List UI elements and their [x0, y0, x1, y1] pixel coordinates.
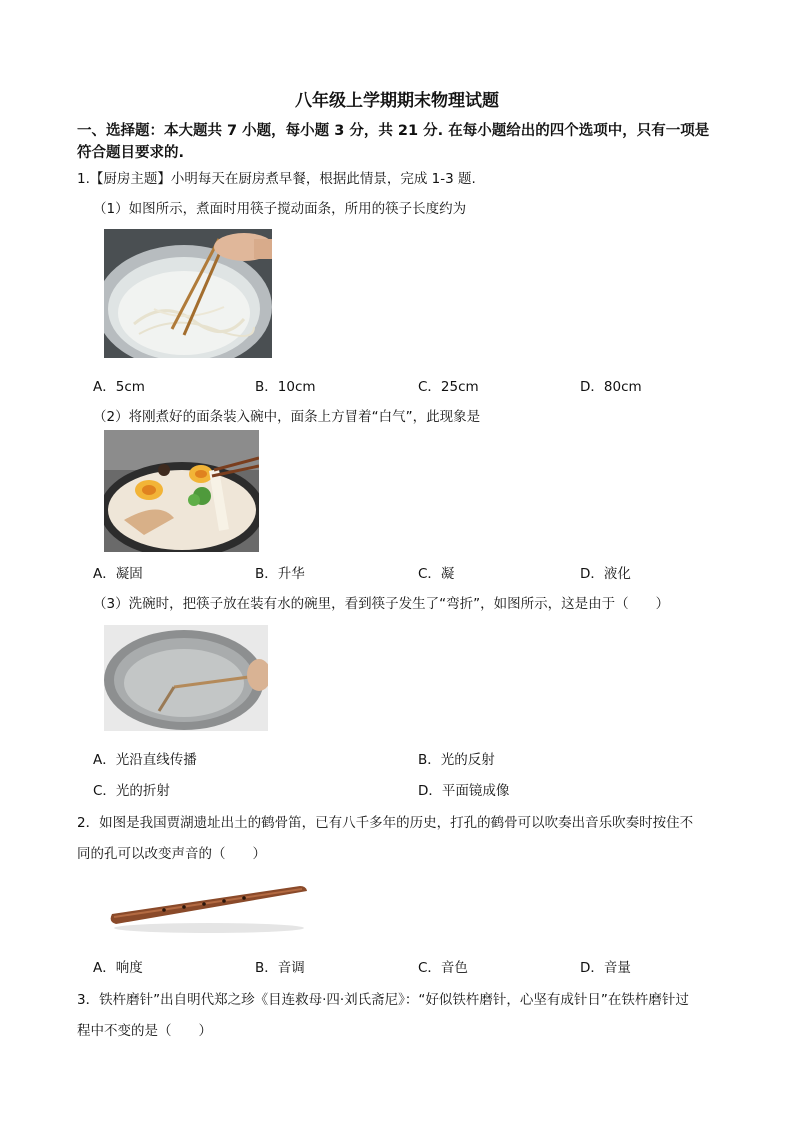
q1-1-option-b[interactable]: B．10cm [255, 379, 316, 395]
section-heading-line1: 一、选择题：本大题共 7 小题，每小题 3 分，共 21 分. 在每小题给出的四个选项中，只有一项是 [77, 123, 710, 139]
q1-3-option-c[interactable]: C．光的折射 [93, 783, 170, 799]
q1-3-option-a[interactable]: A．光沿直线传播 [93, 752, 197, 768]
q1-1-option-c[interactable]: C．25cm [418, 379, 479, 395]
question-1-3-stem: （3）洗碗时，把筷子放在装有水的碗里，看到筷子发生了“弯折”，如图所示，这是由于（ ） [93, 596, 670, 612]
q2-option-d[interactable]: D．音量 [580, 960, 631, 976]
figure-bowl-chopstick [104, 625, 268, 731]
question-1-stem: 1.【厨房主题】小明每天在厨房煮早餐，根据此情景，完成 1-3 题. [77, 171, 476, 187]
question-1-2-stem: （2）将刚煮好的面条装入碗中，面条上方冒着“白气”，此现象是 [93, 409, 481, 425]
q1-1-option-a[interactable]: A．5cm [93, 379, 145, 395]
page-title: 八年级上学期期末物理试题 [295, 91, 499, 111]
question-3-stem-line2: 程中不变的是（ ） [77, 1023, 212, 1039]
figure-pot-noodles [104, 229, 272, 358]
figure-bone-flute [104, 880, 314, 935]
q1-2-option-d[interactable]: D．液化 [580, 566, 631, 582]
question-2-stem-line2: 同的孔可以改变声音的（ ） [77, 846, 266, 862]
q1-3-option-d[interactable]: D．平面镜成像 [418, 783, 510, 799]
q1-3-option-b[interactable]: B．光的反射 [418, 752, 495, 768]
figure-noodle-bowl [104, 430, 259, 552]
q1-1-option-d[interactable]: D．80cm [580, 379, 642, 395]
question-3-stem-line1: 3．铁杵磨针”出自明代郑之珍《目连救母·四·刘氏斋尼》：“好似铁杵磨针，心坚有成针日”在铁杵磨针过 [77, 992, 689, 1008]
section-heading-line2: 符合题目要求的. [77, 145, 185, 161]
question-2-stem-line1: 2．如图是我国贾湖遗址出土的鹤骨笛，已有八千多年的历史，打孔的鹤骨可以吹奏出音乐吹奏时按住不 [77, 815, 694, 831]
question-1-1-stem: （1）如图所示，煮面时用筷子搅动面条，所用的筷子长度约为 [93, 201, 467, 217]
q2-option-a[interactable]: A．响度 [93, 960, 143, 976]
q1-2-option-a[interactable]: A．凝固 [93, 566, 143, 582]
q2-option-c[interactable]: C．音色 [418, 960, 468, 976]
q1-2-option-b[interactable]: B．升华 [255, 566, 305, 582]
q1-2-option-c[interactable]: C．凝 [418, 566, 455, 582]
q2-option-b[interactable]: B．音调 [255, 960, 305, 976]
